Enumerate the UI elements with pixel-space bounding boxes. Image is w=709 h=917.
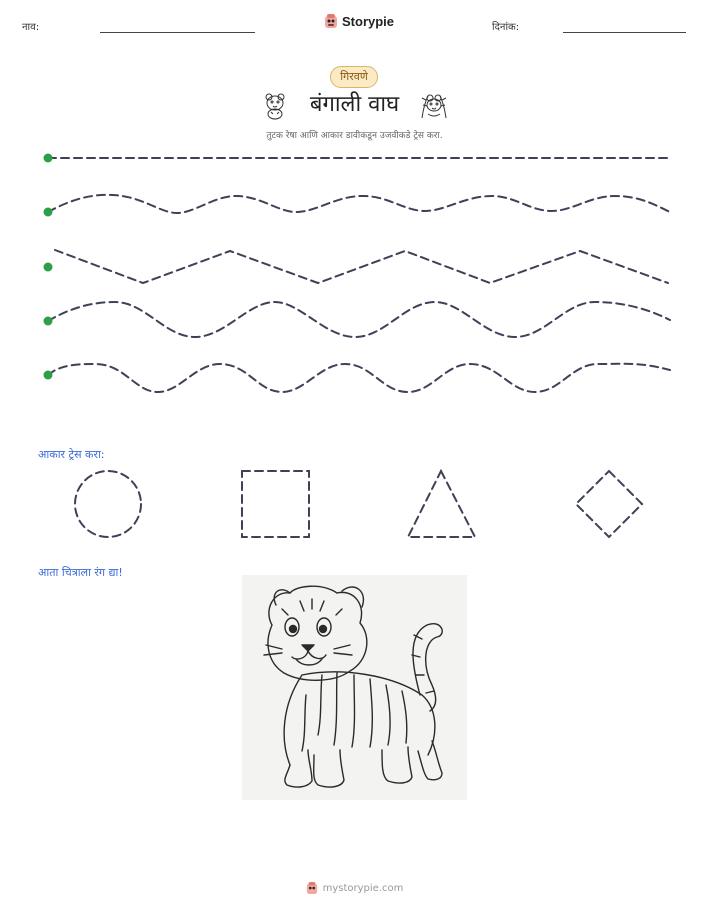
brand-logo	[324, 13, 394, 29]
start-dot	[44, 208, 53, 217]
shapes-heading: आकार ट्रेस करा:	[38, 448, 105, 461]
name-label: नाव:	[22, 22, 40, 33]
instructions-text: तुटक रेषा आणि आकार डावीकडून उजवीकडे ट्रेस करा.	[266, 131, 443, 141]
tiger-coloring-image	[242, 575, 467, 800]
trace-line-wave-3	[48, 364, 670, 392]
trace-line-wave-1	[48, 195, 670, 213]
brand-name: Storypie	[342, 13, 395, 29]
coloring-heading: आता चित्राला रंग द्या!	[38, 566, 123, 579]
date-label: दिनांक:	[492, 22, 520, 33]
storypie-mascot-icon	[306, 881, 318, 895]
footer-site-link[interactable]: mystorypie.com	[322, 882, 404, 894]
trace-line-zigzag	[55, 250, 668, 283]
date-line	[563, 32, 686, 33]
trace-square	[242, 471, 309, 537]
start-dot	[44, 371, 53, 380]
start-dot	[44, 263, 53, 272]
tiger-jungle-icon	[418, 88, 450, 120]
shapes-row	[0, 460, 709, 550]
trace-circle	[75, 471, 141, 537]
tracing-lines	[0, 140, 709, 400]
start-dot	[44, 154, 53, 163]
storypie-mascot-icon	[324, 13, 338, 29]
trace-line-wave-2	[48, 302, 670, 337]
trace-triangle	[408, 471, 475, 537]
tiger-outline-drawing	[242, 575, 467, 800]
category-badge: गिरवणे	[330, 66, 378, 88]
trace-diamond	[576, 471, 642, 537]
start-dot	[44, 317, 53, 326]
footer	[0, 881, 709, 895]
name-line	[100, 32, 255, 33]
worksheet-title: बंगाली वाघ	[309, 92, 400, 117]
